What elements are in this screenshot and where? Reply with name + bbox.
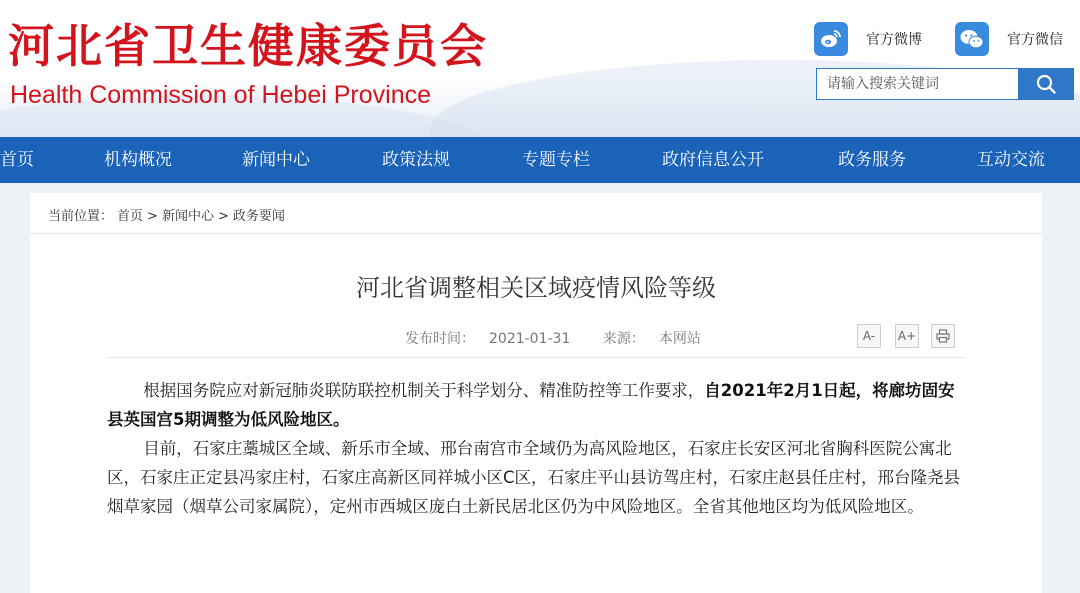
publish-label: 发布时间： <box>405 331 475 347</box>
source-label: 来源： <box>602 331 645 347</box>
paragraph-text: 根据国务院应对新冠肺炎联防联控机制关于科学划分、精准防控等工作要求， <box>143 381 705 400</box>
divider <box>107 357 965 358</box>
weibo-icon[interactable] <box>814 22 848 56</box>
breadcrumb-item-home[interactable]: 首页 <box>117 209 144 224</box>
nav-item-interaction[interactable]: 互动交流 <box>977 150 1045 170</box>
breadcrumb-separator: > <box>217 209 229 224</box>
font-smaller-button[interactable]: A- <box>857 324 881 348</box>
breadcrumb-separator: > <box>147 209 158 224</box>
print-button[interactable] <box>931 324 955 348</box>
search-button[interactable] <box>1018 69 1073 99</box>
breadcrumb <box>48 205 289 224</box>
article-title: 河北省调整相关区域疫情风险等级 <box>356 274 716 302</box>
nav-item-home[interactable]: 首页 <box>0 150 34 170</box>
publish-date: 2021-01-31 <box>489 331 571 347</box>
weibo-label[interactable]: 官方微博 <box>866 32 922 48</box>
print-icon <box>936 329 950 343</box>
paragraph: 目前，石家庄藁城区全域、新乐市全域、邢台南宫市全域仍为高风险地区，石家庄长安区河北省胸科医院公寓北区，石家庄正定县冯家庄村，石家庄高新区同祥城小区C区，石家庄平山县访驾庄村，石家庄赵县任庄村，邢台隆尧县烟草家园（烟草公司家属院），定州市西城区庞白土新民居北区仍为中风险地区。全省其他地区均为低风险地区。 <box>107 439 961 516</box>
nav-item-services[interactable]: 政务服务 <box>838 150 906 170</box>
search-icon <box>1035 73 1057 95</box>
nav-item-info-disclosure[interactable]: 政府信息公开 <box>662 150 764 170</box>
paragraph-highlight: 自2021年2月1日起，将廊坊固安县英国宫5期调整为低风险地区。 <box>107 381 955 429</box>
wechat-link[interactable] <box>955 22 1063 56</box>
breadcrumb-prefix: 当前位置： <box>48 209 114 224</box>
breadcrumb-item-gov-news[interactable]: 政务要闻 <box>232 209 285 224</box>
article-body <box>107 376 965 521</box>
search-box <box>816 68 1074 100</box>
source-value: 本网站 <box>658 331 701 347</box>
site-logo-title[interactable]: 河北省卫生健康委员会 <box>8 19 488 73</box>
wechat-icon[interactable] <box>955 22 989 56</box>
font-larger-button[interactable]: A+ <box>895 324 919 348</box>
search-input[interactable] <box>817 69 1017 99</box>
breadcrumb-item-news[interactable]: 新闻中心 <box>161 209 214 224</box>
article-page <box>30 193 1042 593</box>
site-logo-subtitle[interactable]: Health Commission of Hebei Province <box>10 81 432 109</box>
nav-item-news[interactable]: 新闻中心 <box>242 150 310 170</box>
main-nav <box>0 137 1080 183</box>
article-meta <box>405 328 729 348</box>
nav-item-about[interactable]: 机构概况 <box>104 150 172 170</box>
nav-item-topics[interactable]: 专题专栏 <box>522 150 590 170</box>
site-header <box>0 0 1080 137</box>
wechat-label[interactable]: 官方微信 <box>1007 32 1063 48</box>
divider <box>30 233 1042 234</box>
nav-item-policy[interactable]: 政策法规 <box>382 150 450 170</box>
weibo-link[interactable] <box>814 22 922 56</box>
paragraph <box>107 376 965 434</box>
